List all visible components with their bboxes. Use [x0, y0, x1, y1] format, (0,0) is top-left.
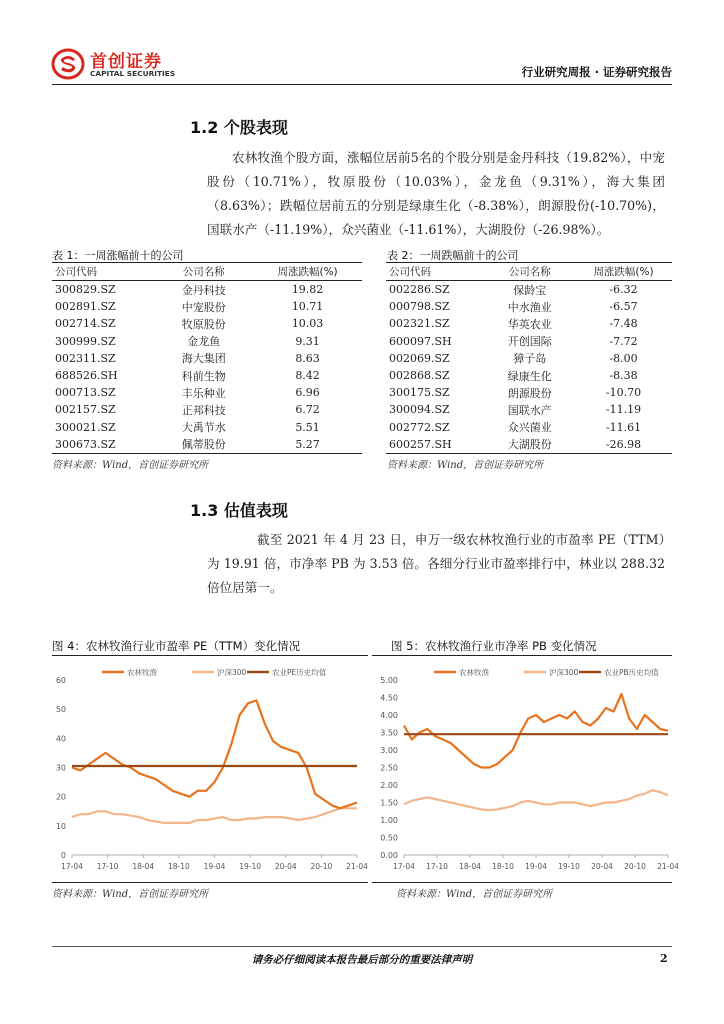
stock-code: 300175.SZ	[389, 386, 450, 400]
y-tick-label: 10	[55, 821, 66, 831]
y-tick-label: 0.50	[380, 833, 398, 843]
y-tick-label: 0	[60, 851, 66, 860]
y-tick-label: 3.00	[380, 746, 398, 755]
page-number: 2	[660, 952, 668, 965]
table-top-losers	[386, 262, 672, 454]
weekly-change: 19.82	[291, 283, 324, 297]
x-tick-label: 17-10	[96, 862, 119, 871]
y-tick-label: 5.00	[380, 676, 398, 685]
y-tick-label: 40	[55, 734, 66, 744]
header	[52, 44, 672, 84]
stock-code: 002069.SZ	[389, 351, 450, 365]
weekly-change: -8.00	[609, 351, 638, 365]
x-tick-label: 18-10	[167, 862, 190, 871]
stock-name: 正邦科技	[181, 403, 226, 417]
weekly-change: -11.19	[605, 403, 642, 417]
weekly-change: 5.51	[295, 420, 320, 434]
brand-name-cn: 首创证券	[90, 52, 162, 72]
weekly-change: -7.72	[609, 334, 638, 348]
y-tick-label: 2.00	[380, 781, 398, 790]
stock-code: 002286.SZ	[389, 283, 450, 297]
y-tick-label: 1.00	[380, 816, 398, 825]
stock-code: 300673.SZ	[52, 436, 154, 454]
x-tick-label: 18-04	[132, 862, 155, 871]
x-tick-label: 20-10	[310, 862, 333, 871]
stock-name: 大湖股份	[484, 436, 575, 454]
legend-label: 农业PB历史均值	[604, 668, 659, 677]
y-tick-label: 50	[55, 705, 66, 715]
stock-code: 000713.SZ	[55, 386, 116, 400]
x-tick-label: 19-10	[558, 862, 580, 871]
pe-ttm-line-chart	[52, 660, 368, 882]
x-tick-label: 20-04	[274, 862, 297, 871]
stock-name: 中水渔业	[507, 300, 552, 314]
legend-label: 沪深300	[549, 668, 579, 677]
legend-label: 农林牧渔	[127, 668, 157, 677]
x-tick-label: 20-04	[591, 862, 613, 871]
weekly-change: -7.48	[609, 317, 638, 331]
stock-name: 獐子岛	[513, 352, 547, 366]
stock-code: 300829.SZ	[55, 283, 116, 297]
figure-4-top-rule	[52, 655, 368, 656]
weekly-change: -6.57	[609, 300, 638, 314]
x-tick-label: 19-04	[525, 862, 547, 871]
table-row	[386, 298, 672, 315]
y-tick-label: 30	[55, 763, 66, 773]
footer-disclaimer: 请务必仔细阅读本报告最后部分的重要法律声明	[251, 954, 473, 966]
table-row	[52, 384, 362, 401]
capital-securities-logo-icon	[52, 48, 86, 80]
figure-5-bottom-rule	[372, 882, 672, 883]
weekly-change: 6.72	[295, 403, 320, 417]
table-header-row	[386, 263, 672, 281]
stock-name: 开创国际	[507, 335, 552, 349]
legend-label: 沪深300	[217, 668, 247, 677]
series-line-hs300	[72, 808, 357, 823]
y-tick-label: 3.50	[380, 728, 398, 738]
stock-name: 海大集团	[181, 352, 226, 366]
stock-code: 002891.SZ	[55, 300, 116, 314]
section-title-1-2: 1.2 个股表现	[190, 118, 288, 137]
stock-code: 002714.SZ	[55, 317, 116, 331]
table-1-source: 资料来源：Wind，首创证券研究所	[52, 460, 209, 471]
weekly-change: 8.42	[295, 369, 320, 383]
table-row	[386, 401, 672, 418]
weekly-change: -10.70	[605, 386, 642, 400]
stock-code: 600257.SH	[386, 436, 484, 454]
weekly-change: 5.27	[253, 436, 362, 454]
weekly-change: 10.03	[291, 317, 324, 331]
stock-name: 保龄宝	[513, 283, 547, 297]
stock-name: 科前生物	[181, 369, 226, 383]
table-row	[52, 401, 362, 418]
table-header-row	[52, 263, 362, 281]
section-1-3-paragraph	[207, 528, 665, 600]
legend-label: 农业PE历史均值	[272, 668, 327, 677]
x-tick-label: 19-10	[239, 862, 262, 871]
figure-5-top-rule	[372, 655, 672, 656]
stock-code: 300999.SZ	[55, 334, 116, 348]
stock-code: 000798.SZ	[389, 300, 450, 314]
figure-4-title: 图 4：农林牧渔行业市盈率 PE（TTM）变化情况	[52, 639, 301, 653]
table-row	[386, 315, 672, 332]
y-tick-label: 60	[55, 676, 66, 685]
stock-name: 众兴菌业	[507, 421, 552, 435]
y-tick-label: 2.50	[380, 763, 398, 773]
x-tick-label: 17-04	[61, 862, 83, 871]
y-tick-label: 1.50	[380, 798, 398, 808]
x-tick-label: 20-10	[624, 862, 646, 871]
stock-code: 300094.SZ	[389, 403, 450, 417]
table-row	[52, 333, 362, 350]
col-header-code: 公司代码	[52, 263, 154, 281]
table-row	[386, 333, 672, 350]
stock-name: 绿康生化	[507, 369, 552, 383]
table-row	[52, 315, 362, 332]
stock-code: 002157.SZ	[55, 403, 116, 417]
table-row	[386, 419, 672, 436]
weekly-change: -11.61	[605, 420, 642, 434]
table-row	[386, 384, 672, 401]
table-2-title: 表 2：一周跌幅前十的公司	[387, 249, 519, 262]
col-header-code: 公司代码	[386, 263, 484, 281]
stock-name: 中宠股份	[181, 300, 226, 314]
weekly-change: 9.31	[295, 334, 320, 348]
weekly-change: 8.63	[295, 351, 320, 365]
figure-4-source: 资料来源：Wind，首创证券研究所	[52, 889, 209, 900]
stock-name: 牧原股份	[181, 317, 226, 331]
section-1-3-text: 截至 2021 年 4 月 23 日，申万一级农林牧渔行业的市盈率 PE（TTM）为 19.91 倍，市净率 PB 为 3.53 倍。各细分行业市盈率排行中，林业以 288.32 倍位居第一。	[207, 532, 665, 595]
table-1-title: 表 1：一周涨幅前十的公司	[52, 249, 184, 262]
col-header-name: 公司名称	[154, 263, 253, 281]
table-row	[52, 298, 362, 315]
weekly-change: -26.98	[575, 436, 672, 454]
stock-code: 002868.SZ	[389, 369, 450, 383]
header-divider	[52, 84, 672, 85]
stock-name: 金丹科技	[181, 283, 226, 297]
stock-code: 300021.SZ	[55, 420, 116, 434]
table-row	[386, 367, 672, 384]
table-row	[52, 367, 362, 384]
table-row	[52, 436, 362, 454]
report-type: 行业研究周报 · 证券研究报告	[521, 65, 672, 79]
x-tick-label: 17-10	[426, 862, 448, 871]
x-tick-label: 21-04	[657, 862, 679, 871]
table-row	[386, 436, 672, 454]
series-line-main	[72, 700, 357, 808]
series-line-hs300	[404, 790, 668, 810]
series-line-main	[404, 694, 668, 768]
pb-line-chart	[372, 660, 679, 882]
stock-code: 600097.SH	[389, 334, 452, 348]
figure-5-source: 资料来源：Wind，首创证券研究所	[396, 889, 553, 900]
y-tick-label: 4.00	[380, 711, 398, 720]
weekly-change: -8.38	[609, 369, 638, 383]
x-tick-label: 21-04	[346, 862, 368, 871]
col-header-change: 周涨跌幅(%)	[575, 263, 672, 281]
y-tick-label: 20	[55, 792, 66, 802]
section-1-2-paragraph	[207, 146, 665, 242]
x-tick-label: 18-10	[492, 862, 514, 871]
footer-divider	[52, 946, 672, 947]
table-row	[52, 419, 362, 436]
figure-5-title: 图 5：农林牧渔行业市净率 PB 变化情况	[391, 639, 597, 653]
x-tick-label: 17-04	[393, 862, 415, 871]
stock-code: 688526.SH	[55, 369, 118, 383]
table-top-gainers	[52, 262, 362, 454]
stock-name: 朗源股份	[507, 386, 552, 400]
stock-code: 002321.SZ	[389, 317, 450, 331]
col-header-change: 周涨跌幅(%)	[253, 263, 362, 281]
brand-name-en: CAPITAL SECURITIES	[90, 69, 176, 78]
stock-name: 金龙鱼	[187, 335, 221, 349]
stock-name: 大禹节水	[181, 421, 226, 435]
section-title-1-3: 1.3 估值表现	[190, 501, 288, 520]
weekly-change: 10.71	[291, 300, 324, 314]
figure-4-bottom-rule	[52, 882, 368, 883]
stock-name: 华英农业	[507, 317, 552, 331]
y-tick-label: 0.00	[380, 851, 398, 860]
col-header-name: 公司名称	[484, 263, 575, 281]
x-tick-label: 18-04	[459, 862, 481, 871]
stock-code: 002311.SZ	[55, 351, 116, 365]
section-1-2-text: 农林牧渔个股方面，涨幅位居前5名的个股分别是金丹科技（19.82%），中宠股份（10.71%），牧原股份（10.03%），金龙鱼（9.31%），海大集团（8.63%）；跌幅位居前五的分别是绿康生化（-8.38%），朗源股份(-10.70%)，国联水产（-11.19%），众兴菌业（-11.61%），大湖股份（-26.98%）。	[207, 150, 665, 237]
table-row	[386, 281, 672, 299]
y-tick-label: 4.50	[380, 693, 398, 703]
x-tick-label: 19-04	[203, 862, 226, 871]
stock-name: 佩蒂股份	[154, 436, 253, 454]
stock-code: 002772.SZ	[389, 420, 450, 434]
table-row	[386, 350, 672, 367]
weekly-change: 6.96	[295, 386, 320, 400]
stock-name: 国联水产	[507, 403, 552, 417]
table-row	[52, 281, 362, 299]
table-row	[52, 350, 362, 367]
legend-label: 农林牧渔	[459, 668, 489, 677]
stock-name: 丰乐种业	[181, 386, 226, 400]
weekly-change: -6.32	[609, 283, 638, 297]
table-2-source: 资料来源：Wind，首创证券研究所	[387, 460, 544, 471]
